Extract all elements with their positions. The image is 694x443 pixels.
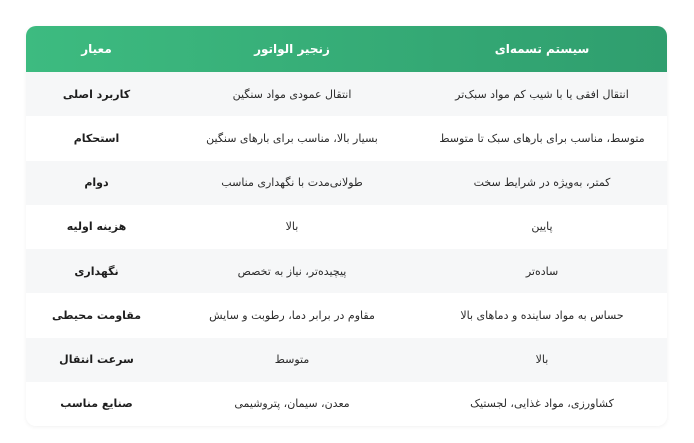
- table-row: [26, 116, 667, 160]
- cell-criterion: نگهداری: [74, 264, 119, 278]
- cell-criterion: کاربرد اصلی: [62, 87, 131, 101]
- cell-chain: بالا: [285, 220, 299, 234]
- table-row: [26, 293, 667, 337]
- cell-belt: کمتر، به‌ویژه در شرایط سخت: [473, 176, 611, 190]
- cell-chain: انتقال عمودی مواد سنگین: [232, 87, 352, 101]
- cell-belt: متوسط، مناسب برای بارهای سبک تا متوسط: [439, 131, 645, 145]
- cell-chain: متوسط: [274, 353, 310, 367]
- comparison-table: [26, 26, 667, 426]
- cell-belt: حساس به مواد ساینده و دماهای بالا: [460, 308, 624, 322]
- cell-belt: انتقال افقی یا با شیب کم مواد سبک‌تر: [455, 87, 629, 101]
- header-belt-system: سیستم تسمه‌ای: [417, 42, 667, 56]
- cell-belt: بالا: [535, 353, 549, 367]
- cell-criterion: سرعت انتقال: [59, 353, 134, 367]
- table-row: [26, 338, 667, 382]
- cell-criterion: صنایع مناسب: [60, 397, 133, 411]
- cell-criterion: دوام: [84, 176, 109, 190]
- header-criterion: معیار: [81, 42, 112, 56]
- cell-belt: کشاورزی، مواد غذایی، لجستیک: [470, 397, 614, 411]
- table-body: [26, 72, 667, 426]
- table-row: [26, 205, 667, 249]
- cell-chain: معدن، سیمان، پتروشیمی: [234, 397, 350, 411]
- cell-belt: پایین: [531, 220, 553, 234]
- cell-chain: مقاوم در برابر دما، رطوبت و سایش: [209, 308, 375, 322]
- cell-chain: طولانی‌مدت با نگهداری مناسب: [221, 176, 363, 190]
- cell-criterion: استحکام: [73, 131, 120, 145]
- header-chain-elevator: زنجیر الواتور: [167, 42, 417, 56]
- cell-chain: پیچیده‌تر، نیاز به تخصص: [237, 264, 347, 278]
- table-row: [26, 382, 667, 426]
- table-header: [26, 26, 667, 72]
- cell-criterion: مقاومت محیطی: [51, 308, 142, 322]
- cell-belt: ساده‌تر: [525, 264, 559, 278]
- table-row: [26, 161, 667, 205]
- table-row: [26, 72, 667, 116]
- cell-chain: بسیار بالا، مناسب برای بارهای سنگین: [206, 131, 378, 145]
- cell-criterion: هزینه اولیه: [66, 220, 127, 234]
- table-row: [26, 249, 667, 293]
